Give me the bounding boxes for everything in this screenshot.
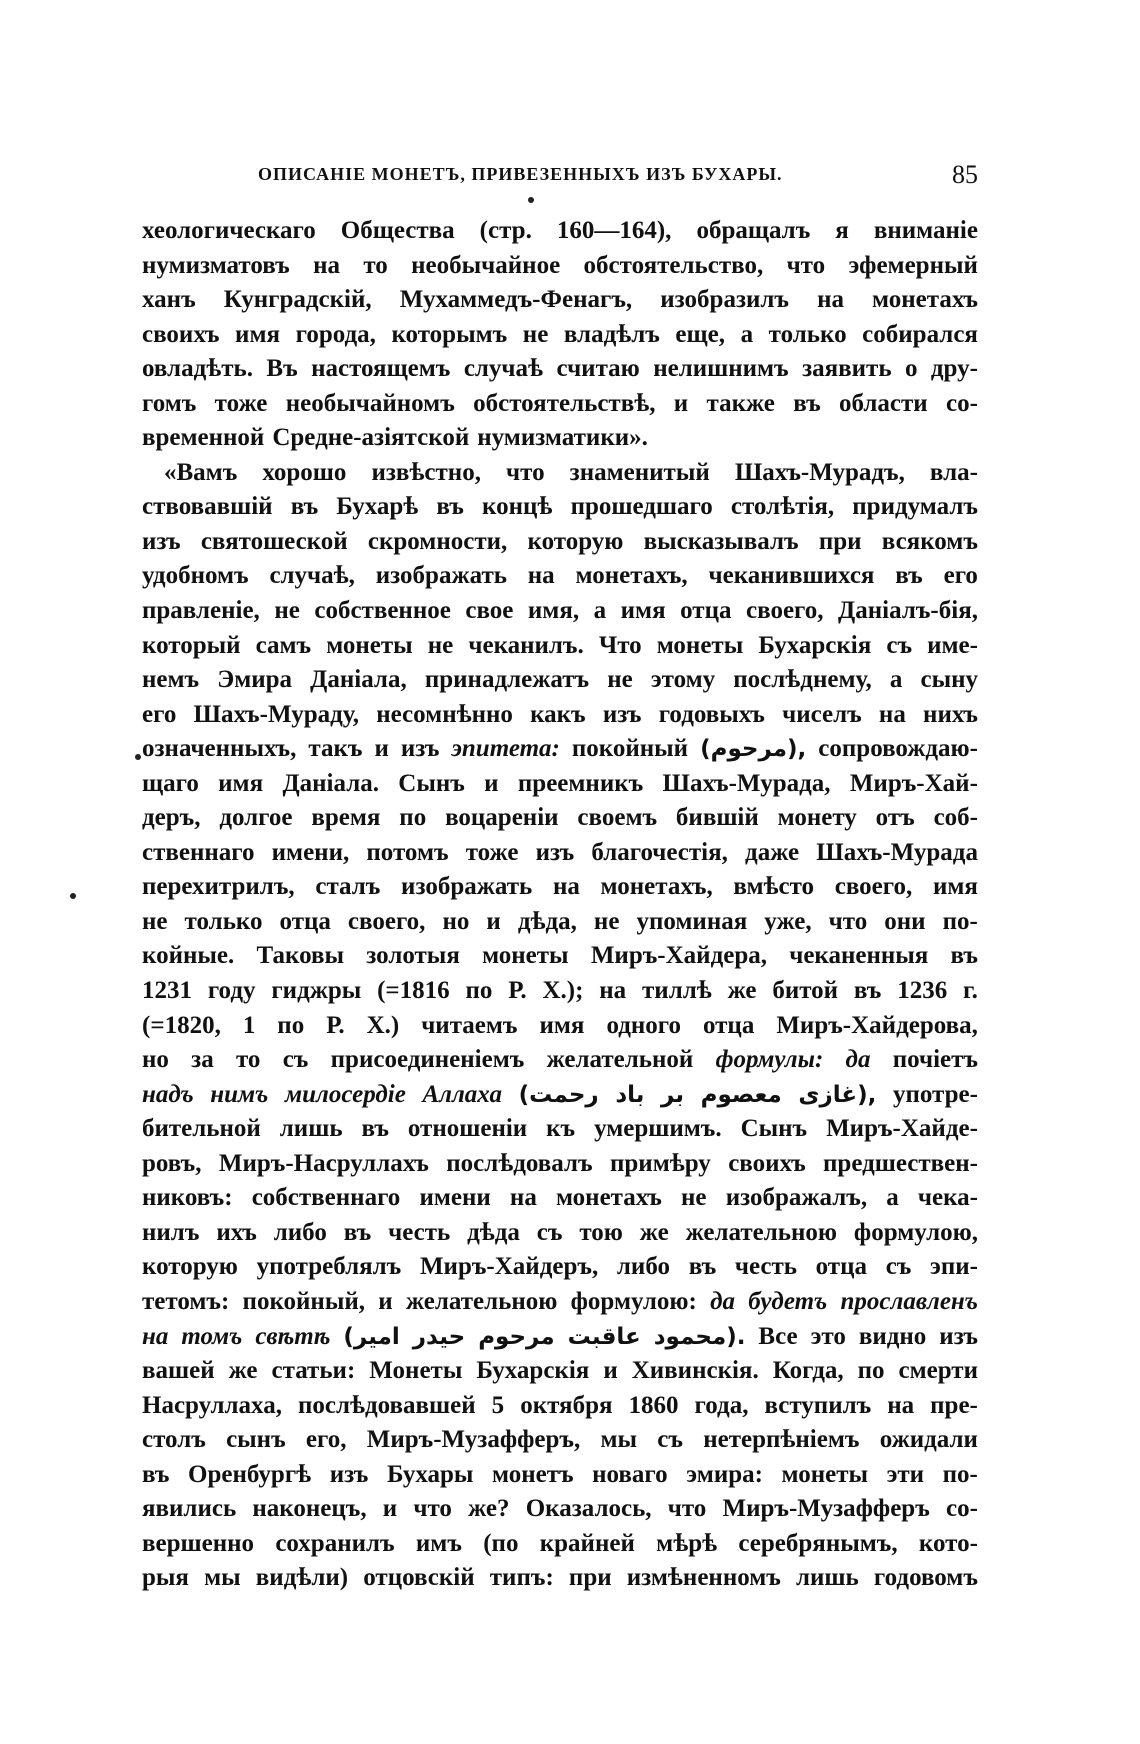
text-line: хеологическаго Общества (стр. 160—164), обращалъ я вниманіе bbox=[142, 217, 978, 244]
body-text bbox=[142, 214, 978, 1596]
text-line: временной Средне-азіятской нумизматики». bbox=[142, 424, 648, 452]
text-line: бительной лишь въ отношеніи къ умершимъ. Сынъ Миръ-Хайде- bbox=[142, 1115, 978, 1143]
running-title: ОПИСАНІЕ МОНЕТЪ, ПРИВЕЗЕННЫХЪ ИЗЪ БУХАРЫ. bbox=[258, 164, 783, 184]
text-line: никовъ: собственнаго имени на монетахъ не изображалъ, а чека- bbox=[142, 1184, 978, 1212]
print-speck bbox=[135, 754, 141, 760]
text-line: изъ святошеской скромности, которую высказывалъ при всякомъ bbox=[142, 527, 978, 555]
text-line: въ Оренбургѣ изъ Бухары монетъ новаго эмира: монеты эти по- bbox=[142, 1460, 978, 1488]
text-line: вашей же статьи: Монеты Бухарскія и Хивинскія. Когда, по смерти bbox=[142, 1357, 978, 1385]
text-line: перехитрилъ, сталъ изображать на монетахъ, вмѣсто своего, имя bbox=[142, 873, 978, 901]
text-line: не только отца своего, но и дѣда, не упоминая уже, что они по- bbox=[142, 907, 978, 935]
text-line: немъ Эмира Даніала, принадлежатъ не этому послѣднему, а сыну bbox=[142, 666, 978, 694]
text-line: нумизматовъ на то необычайное обстоятельство, что эфемерный bbox=[142, 251, 978, 279]
text-line: гомъ тоже необычайномъ обстоятельствѣ, и также въ области со- bbox=[142, 389, 978, 417]
text-line: Насруллаха, послѣдовавшей 5 октября 1860 года, вступилъ на пре- bbox=[142, 1391, 978, 1419]
text-line: «Вамъ хорошо извѣстно, что знаменитый Шахъ-Мурадъ, вла- bbox=[164, 458, 978, 486]
page-number: 85 bbox=[952, 160, 978, 189]
text-line: щаго имя Даніала. Сынъ и преемникъ Шахъ-Мурада, Миръ-Хай- bbox=[142, 769, 978, 797]
text-line: надъ нимъ милосердіе Аллаха (رحمت باد بر معصوم غازى), употре- bbox=[142, 1080, 978, 1108]
running-header bbox=[258, 160, 978, 190]
text-line: рыя мы видѣли) отцовскій типъ: при измѣненномъ лишь годовомъ bbox=[142, 1564, 978, 1592]
text-line: означенныхъ, такъ и изъ эпитета: покойный (مرحوم), сопровождаю- bbox=[142, 735, 978, 763]
text-line: ственнаго имени, потомъ тоже изъ благочестія, даже Шахъ-Мурада bbox=[142, 838, 978, 866]
text-line: ханъ Кунградскій, Мухаммедъ-Фенагъ, изобразилъ на монетахъ bbox=[142, 286, 978, 314]
text-line: тетомъ: покойный, и желательною формулою: да будетъ прославленъ bbox=[142, 1287, 978, 1315]
text-line: овладѣть. Въ настоящемъ случаѣ считаю нелишнимъ заявить о дру- bbox=[142, 355, 978, 383]
text-line: 1231 году гиджры (=1816 по Р. Х.); на тиллѣ же битой въ 1236 г. bbox=[142, 977, 978, 1005]
text-line: столъ сынъ его, Миръ-Музафферъ, мы съ нетерпѣніемъ ожидали bbox=[142, 1426, 978, 1454]
text-line: удобномъ случаѣ, изображать на монетахъ, чеканившихся въ его bbox=[142, 562, 978, 590]
text-line: койные. Таковы золотыя монеты Миръ-Хайдера, чеканенныя въ bbox=[142, 942, 978, 970]
text-line: который самъ монеты не чеканилъ. Что монеты Бухарскія съ име- bbox=[142, 631, 978, 659]
text-line: на томъ свѣтѣ (امير حيدر مرحوم عاقبت محمود). Все это видно изъ bbox=[142, 1322, 978, 1350]
text-line: (=1820, 1 по Р. Х.) читаемъ имя одного отца Миръ-Хайдерова, bbox=[142, 1011, 978, 1039]
text-line: его Шахъ-Мураду, несомнѣнно какъ изъ годовыхъ чиселъ на нихъ bbox=[142, 700, 978, 728]
text-line: ствовавшій въ Бухарѣ въ концѣ прошедшаго столѣтія, придумалъ bbox=[142, 493, 978, 521]
text-line: правленіе, не собственное свое имя, а имя отца своего, Даніалъ-бія, bbox=[142, 597, 978, 625]
text-line: своихъ имя города, которымъ не владѣлъ еще, а только собирался bbox=[142, 320, 978, 348]
text-line: явились наконецъ, и что же? Оказалось, что Миръ-Музафферъ со- bbox=[142, 1495, 978, 1523]
print-speck bbox=[528, 197, 534, 203]
text-line: вершенно сохранилъ имъ (по крайней мѣрѣ серебрянымъ, кото- bbox=[142, 1529, 978, 1557]
text-line: нилъ ихъ либо въ честь дѣда съ тою же желательною формулою, bbox=[142, 1218, 978, 1246]
text-line: ровъ, Миръ-Насруллахъ послѣдовалъ примѣру своихъ предшествен- bbox=[142, 1149, 978, 1177]
print-speck bbox=[70, 893, 76, 899]
text-line: но за то съ присоединеніемъ желательной формулы: да почіетъ bbox=[142, 1046, 978, 1074]
text-line: деръ, долгое время по воцареніи своемъ бившій монету отъ соб- bbox=[142, 804, 978, 832]
text-line: которую употреблялъ Миръ-Хайдеръ, либо въ честь отца съ эпи- bbox=[142, 1253, 978, 1281]
